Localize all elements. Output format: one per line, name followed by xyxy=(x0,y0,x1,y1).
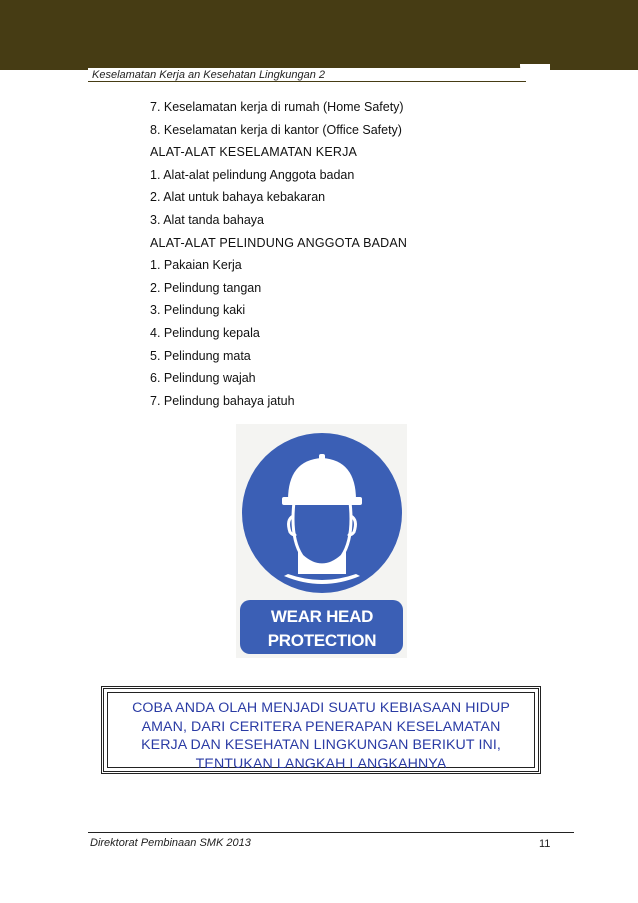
section-heading: ALAT-ALAT KESELAMATAN KERJA xyxy=(150,145,358,160)
list-item: 3. Alat tanda bahaya xyxy=(150,212,264,227)
page-number: 11 xyxy=(539,838,551,850)
list-item: 4. Pelindung kepala xyxy=(150,325,260,340)
content-list xyxy=(150,96,407,412)
list-item: 1. Alat-alat pelindung Anggota badan xyxy=(150,167,355,182)
footer-publisher: Direktorat Pembinaan SMK 2013 xyxy=(90,837,251,849)
list-item: 7. Pelindung bahaya jatuh xyxy=(150,393,295,408)
list-item: 5. Pelindung mata xyxy=(150,348,251,363)
list-item: 2. Pelindung tangan xyxy=(150,280,262,295)
callout-text xyxy=(114,699,528,773)
list-item: 8. Keselamatan kerja di kantor (Office Safety) xyxy=(150,122,402,137)
footer-rule xyxy=(88,832,574,833)
callout-line: KERJA DAN KESEHATAN LINGKUNGAN BERIKUT INI, xyxy=(141,737,501,754)
list-item: 7. Keselamatan kerja di rumah (Home Safety) xyxy=(150,100,404,114)
callout-line: COBA ANDA OLAH MENJADI SUATU KEBIASAAN HIDUP xyxy=(132,700,510,716)
header-rule xyxy=(88,81,526,82)
header-band xyxy=(0,0,638,70)
sign-text-line2: PROTECTION xyxy=(267,631,377,650)
sign-text-line1: WEAR HEAD xyxy=(270,607,374,626)
callout-line: TENTUKAN LANGKAH LANGKAHNYA xyxy=(195,755,447,772)
list-item: 1. Pakaian Kerja xyxy=(150,258,242,273)
callout-box xyxy=(101,686,541,774)
list-item: 6. Pelindung wajah xyxy=(150,371,256,386)
running-header: Keselamatan Kerja an Kesehatan Lingkungan 2 xyxy=(92,69,326,81)
callout-line: AMAN, DARI CERITERA PENERAPAN KESELAMATAN xyxy=(141,718,501,735)
section-heading: ALAT-ALAT PELINDUNG ANGGOTA BADAN xyxy=(150,235,408,250)
list-item: 2. Alat untuk bahaya kebakaran xyxy=(150,190,326,205)
wear-head-protection-sign xyxy=(236,424,407,658)
list-item: 3. Pelindung kaki xyxy=(150,303,246,318)
